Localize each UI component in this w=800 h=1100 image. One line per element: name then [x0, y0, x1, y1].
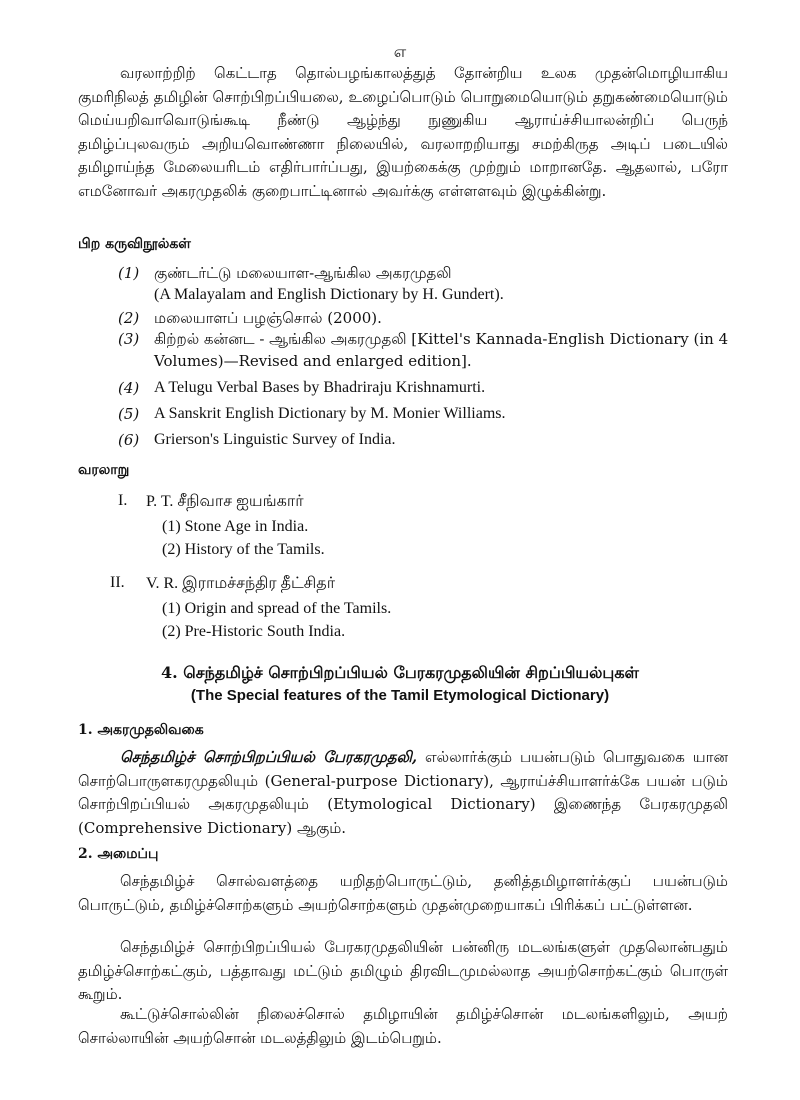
- reference-text: A Sanskrit English Dictionary by M. Monier Williams.: [154, 405, 506, 422]
- author-numeral: II.: [110, 574, 125, 591]
- structure-paragraph: செந்தமிழ்ச் சொல்வளத்தை யறிதற்பொருட்டும், தனித்தமிழாளர்க்குப் பயன்படும் பொருட்டும், தமிழ்ச்சொற்களும் அயற்சொற்களும் முதன்முறையாகப் பிரிக்கப் பட்டுள்ளன.: [78, 872, 728, 914]
- reference-number: (5): [118, 405, 140, 423]
- reference-number: (4): [118, 379, 140, 397]
- structure-paragraph: கூட்டுச்சொல்லின் நிலைச்சொல் தமிழாயின் தமிழ்ச்சொன் மடலங்களிலும், அயற் சொல்லாயின் அயற்சொன் மடலத்திலும் இடம்பெறும்.: [78, 1005, 728, 1047]
- reference-text: (A Malayalam and English Dictionary by H. Gundert).: [154, 286, 504, 303]
- page-number: எ: [393, 42, 407, 61]
- references-heading: பிற கருவிநூல்கள்: [78, 236, 191, 252]
- intro-paragraph: வரலாற்றிற் கெட்டாத தொல்பழங்காலத்துத் தோன்றிய உலக முதன்மொழியாகிய குமரிநிலத் தமிழின் சொற்பிறப்பியலை, உழைப்பொடும் பொறுமையொடும் தறுகண்மையொடும் மெய்யறிவாவொடுங்கூடி நீண்டு ஆழ்ந்து நுணுகிய ஆராய்ச்சியாலன்றிப் பெருந் தமிழ்ப்புலவரும் அறியவொண்ணா நிலையில், வரலாறறியாது சமற்கிருத அடிப் படையில் தமிழாய்ந்த மேலையரிடம் எதிர்பார்ப்பது, இயற்கைக்கு முற்றும் மாறானதே. ஆதலால், பரோ எமனோவர் அகரமுதலிக் குறைபாட்டினால் அவர்க்கு எள்ளளவும் இழுக்கின்று.: [78, 64, 728, 200]
- reference-text: கிற்றல் கன்னட - ஆங்கில அகரமுதலி [Kittel's Kannada-English Dictionary (in 4 Volumes)—Revised and enlarged edition].: [154, 330, 729, 370]
- section-title: 4. செந்தமிழ்ச் சொற்பிறப்பியல் பேரகரமுதலியின் சிறப்பியல்புகள்: [161, 663, 639, 682]
- dictionary-name: செந்தமிழ்ச் சொற்பிறப்பியல் பேரகரமுதலி,: [120, 748, 418, 766]
- work-title: (1) Origin and spread of the Tamils.: [162, 600, 392, 617]
- reference-text: A Telugu Verbal Bases by Bhadriraju Krishnamurti.: [154, 379, 486, 396]
- author-name: V. R. இராமச்சந்திர தீட்சிதர்: [146, 575, 336, 592]
- reference-item: [118, 429, 730, 451]
- section-subtitle: (The Special features of the Tamil Etymological Dictionary): [190, 687, 610, 704]
- subsection-heading: 2. அமைப்பு: [78, 846, 159, 862]
- reference-number: (6): [118, 431, 140, 449]
- author-name: P. T. சீநிவாச ஐயங்கார்: [146, 493, 304, 510]
- reference-item: [118, 307, 730, 329]
- reference-item: [118, 328, 730, 372]
- reference-text: குண்டர்ட்டு மலையாள-ஆங்கில அகரமுதலி: [154, 264, 452, 282]
- reference-item: [118, 377, 730, 399]
- reference-item: [118, 403, 730, 425]
- work-title: (1) Stone Age in India.: [162, 518, 309, 535]
- author-numeral: I.: [118, 492, 128, 509]
- work-title: (2) History of the Tamils.: [162, 541, 325, 558]
- reference-number: (2): [118, 309, 140, 327]
- structure-paragraph: செந்தமிழ்ச் சொற்பிறப்பியல் பேரகரமுதலியின் பன்னிரு மடலங்களுள் முதலொன்பதும் தமிழ்ச்சொற்கட்கும், பத்தாவது மட்டும் தமிழும் திரவிடமுமல்லாத அயற்சொற்கட்கும் பொருள் கூறும்.: [78, 938, 728, 1003]
- dictionary-description: எல்லார்க்கும் பயன்படும் பொதுவகை யான சொற்பொருளகரமுதலியும் (General-purpose Dictionary), ஆராய்ச்சியாளர்க்கே பயன் படும் சொற்பிறப்பியல் அகரமுதலியும் (Etymological Dictionary) இணைந்த பேரகரமுதலி (Comprehensive Dictionary) ஆகும்.: [78, 748, 728, 837]
- work-title: (2) Pre-Historic South India.: [162, 623, 346, 640]
- reference-number: (3): [118, 330, 140, 348]
- history-heading: வரலாறு: [78, 462, 130, 478]
- reference-item: [118, 262, 730, 306]
- reference-number: (1): [118, 264, 140, 282]
- subsection-heading: 1. அகரமுதலிவகை: [78, 722, 204, 738]
- reference-text: மலையாளப் பழஞ்சொல் (2000).: [154, 309, 382, 327]
- reference-text: Grierson's Linguistic Survey of India.: [154, 431, 396, 448]
- dictionary-type-paragraph: [78, 746, 728, 840]
